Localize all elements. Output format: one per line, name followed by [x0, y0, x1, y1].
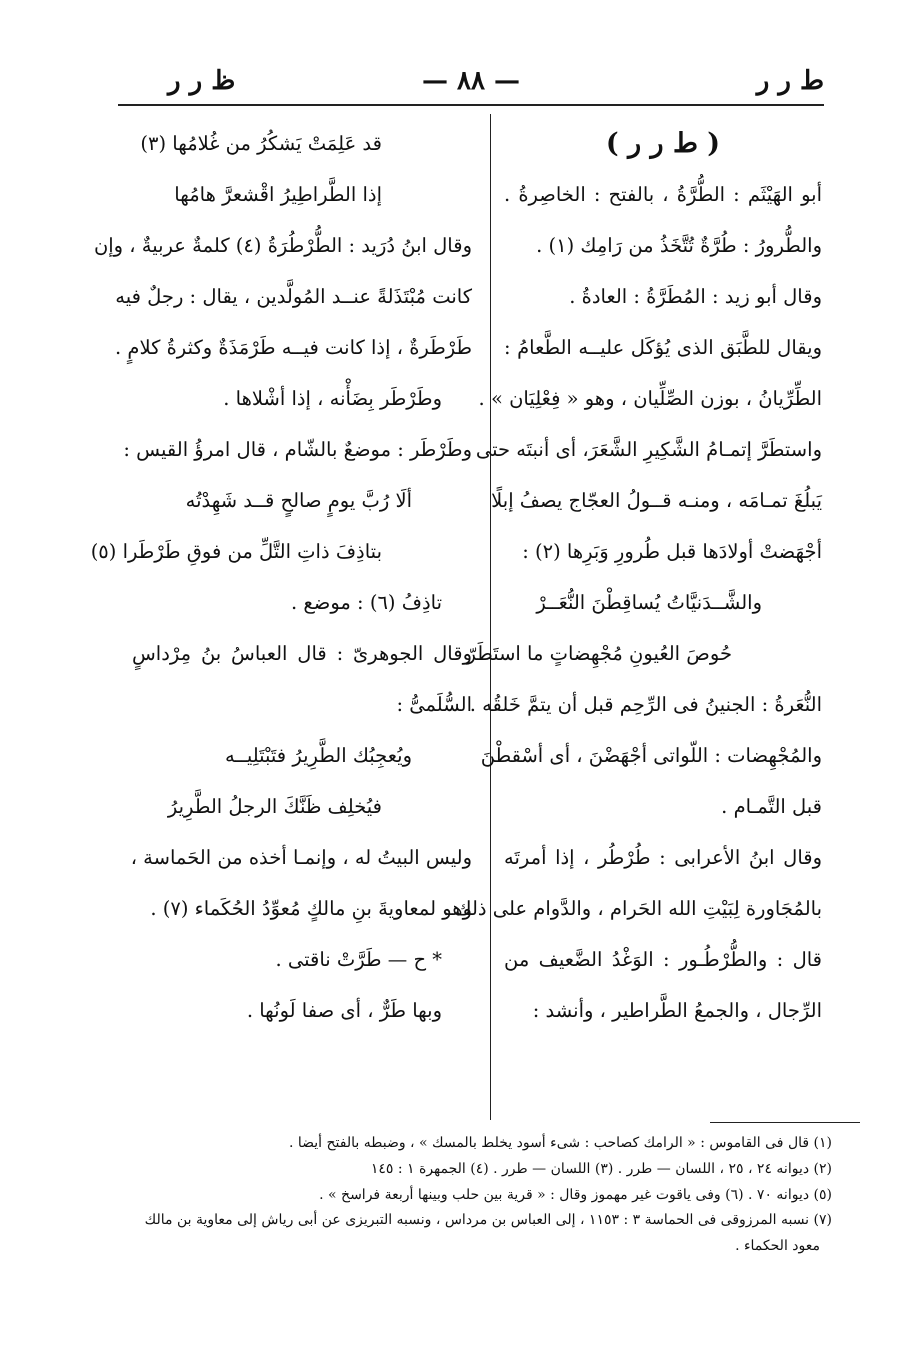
verse-line: فيُخلِف ظَنَّكَ الرجلُ الطَّرِيرُ — [167, 795, 382, 818]
text-line: وقال ابنُ الأعرابى : طُرْطُر ، إذا أمرتَه — [504, 846, 822, 869]
text-line: طَرْطَرةٌ ، إذا كانت فيــه طَرْمَذَةٌ وكثرةُ كلامٍ . — [115, 336, 472, 359]
text-line: قبل التَّمـام . — [721, 795, 822, 818]
text-line: تاذِفُ (٦) : موضع . — [291, 591, 442, 614]
verse-line: ويُعجِبُك الطَّرِيرُ فتَبْتَلِيــه — [224, 744, 412, 767]
footnote: (٢) ديوانه ٢٤ ، ٢٥ ، اللسان — طرر . (٣) اللسان — طرر . (٤) الجمهرة ١ : ١٤٥ — [370, 1161, 832, 1177]
text-line: بالمُجَاورة لِبَيْتِ الله الحَرام ، والدَّوام على ذلك . — [443, 897, 822, 920]
text-line: الرِّجال ، والجمعُ الطَّراطير ، وأنشد : — [532, 999, 822, 1022]
header-page-number: — ٨٨ — — [421, 66, 521, 96]
text-line: وقال الجوهرىّ : قال العباسُ بنُ مِرْداسٍ — [132, 642, 472, 665]
right-column — [443, 118, 822, 1036]
verse-line: حُوصَ العُيونِ مُجْهِضاتٍ ما استَطَرّ — [466, 642, 732, 665]
footnote: (١) قال فى القاموس : « الرامك كصاحب : شىء أسود يخلط بالمسك » ، وضبطه بالفتح أيضا . — [288, 1135, 832, 1151]
header-left-keyword: ظ ر ر — [168, 66, 236, 96]
text-line: قال : والطُّرْطُـور : الوَغْدُ الضَّعيف من — [504, 948, 822, 971]
text-line: أجْهَضتْ أولادَها قبل طُرورِ وَبَرِها (٢) : — [522, 540, 822, 563]
verse-line: قد عَلِمَتْ يَشكُرُ من غُلامُها (٣) — [140, 132, 382, 155]
text-line: واستطَرَّ إتمـامُ الشَّكِيرِ الشَّعَرَ، أى أنبتَه حتى — [475, 438, 822, 461]
footnotes — [132, 1130, 832, 1260]
verse-line: بتاذِفَ ذاتِ التَّلِّ من فوقِ طَرْطَرا (٥) — [90, 540, 382, 563]
text-line: السُّلَمىُّ : — [396, 693, 472, 716]
text-line: يَبلُغَ تمـامَه ، ومنـه قــولُ العجّاج يصفُ إبلًا — [491, 489, 822, 512]
column-divider — [490, 114, 491, 1120]
left-column — [90, 118, 472, 1036]
entry-heading: ( ط ر ر ) — [605, 128, 721, 159]
footnote-rule — [710, 1122, 860, 1123]
page-header — [118, 62, 824, 102]
footnote: (٧) نسبه المرزوقى فى الحماسة ٣ : ١١٥٣ ، إلى العباس بن مرداس ، ونسبه التبريزى عن أبى رياش إلى معاوية بن مالك — [144, 1212, 832, 1228]
text-line: وقال أبو زيد : المُطَرَّةُ : العادةُ . — [569, 285, 822, 308]
footnote: (٥) ديوانه ٧٠ . (٦) وفى ياقوت غير مهموز وقال : « قرية بين حلب وبينها أربعة فراسخ » . — [319, 1187, 832, 1203]
header-right-keyword: ط ر ر — [756, 66, 824, 96]
text-line: كانت مُبْتَذَلةً عنــد المُولَّدين ، يقال : رجلٌ فيه — [115, 285, 472, 308]
text-line: وطَرْطَر : موضعٌ بالشّام ، قال امرؤُ القيس : — [123, 438, 472, 461]
text-line: أبو الهَيْثَم : الطُّرَّةُ ، بالفتح : الخاصِرةُ . — [504, 183, 822, 206]
verse-line: ألَا رُبَّ يومٍ صالحٍ قــد شَهِدْتُه — [185, 489, 412, 512]
text-line: وقال ابنُ دُرَيد : الطُّرْطُرَةُ (٤) كلمةٌ عربيةٌ ، وإن — [93, 234, 472, 257]
text-line: والطُّرورُ : طُرَّةٌ تُتَّخَذُ من رَامِك (١) . — [536, 234, 822, 257]
text-line: وطَرْطَر بِضَأْنه ، إذا أشْلاها . — [223, 387, 442, 410]
verse-line: والشَّــدَنيَّاتُ يُساقِطْنَ النُّعَــرْ — [536, 591, 762, 614]
footnote-continuation: معود الحكماء . — [735, 1238, 820, 1254]
text-line: النُّعَرةُ : الجنينُ فى الرِّحِم قبل أن يتمَّ خَلقُه . — [469, 693, 822, 716]
header-rule — [118, 104, 824, 106]
text-line: الطِّرِّيانُ ، بوزن الصِّلِّيان ، وهو « فِعْلِيَان » . — [478, 387, 822, 410]
text-line: ويقال للطَّبَق الذى يُؤكَل عليــه الطَّعامُ : — [504, 336, 822, 359]
text-line: * ح — طَرَّتْ ناقتى . — [275, 948, 442, 971]
text-line: وهو لمعاويةَ بنِ مالكٍ مُعوِّدُ الحُكَماء (٧) . — [150, 897, 472, 920]
text-line: وليس البيتُ له ، وإنمـا أخذه من الحَماسة ، — [130, 846, 472, 869]
text-line: وبها طَرٌّ ، أى صفا لَونُها . — [246, 999, 442, 1022]
text-line: والمُجْهِضات : اللّواتى أجْهَضْنَ ، أى أسْقطْنَ — [480, 744, 822, 767]
verse-line: إذا الطَّراطِيرُ اقْشعرَّ هامُها — [174, 183, 382, 206]
